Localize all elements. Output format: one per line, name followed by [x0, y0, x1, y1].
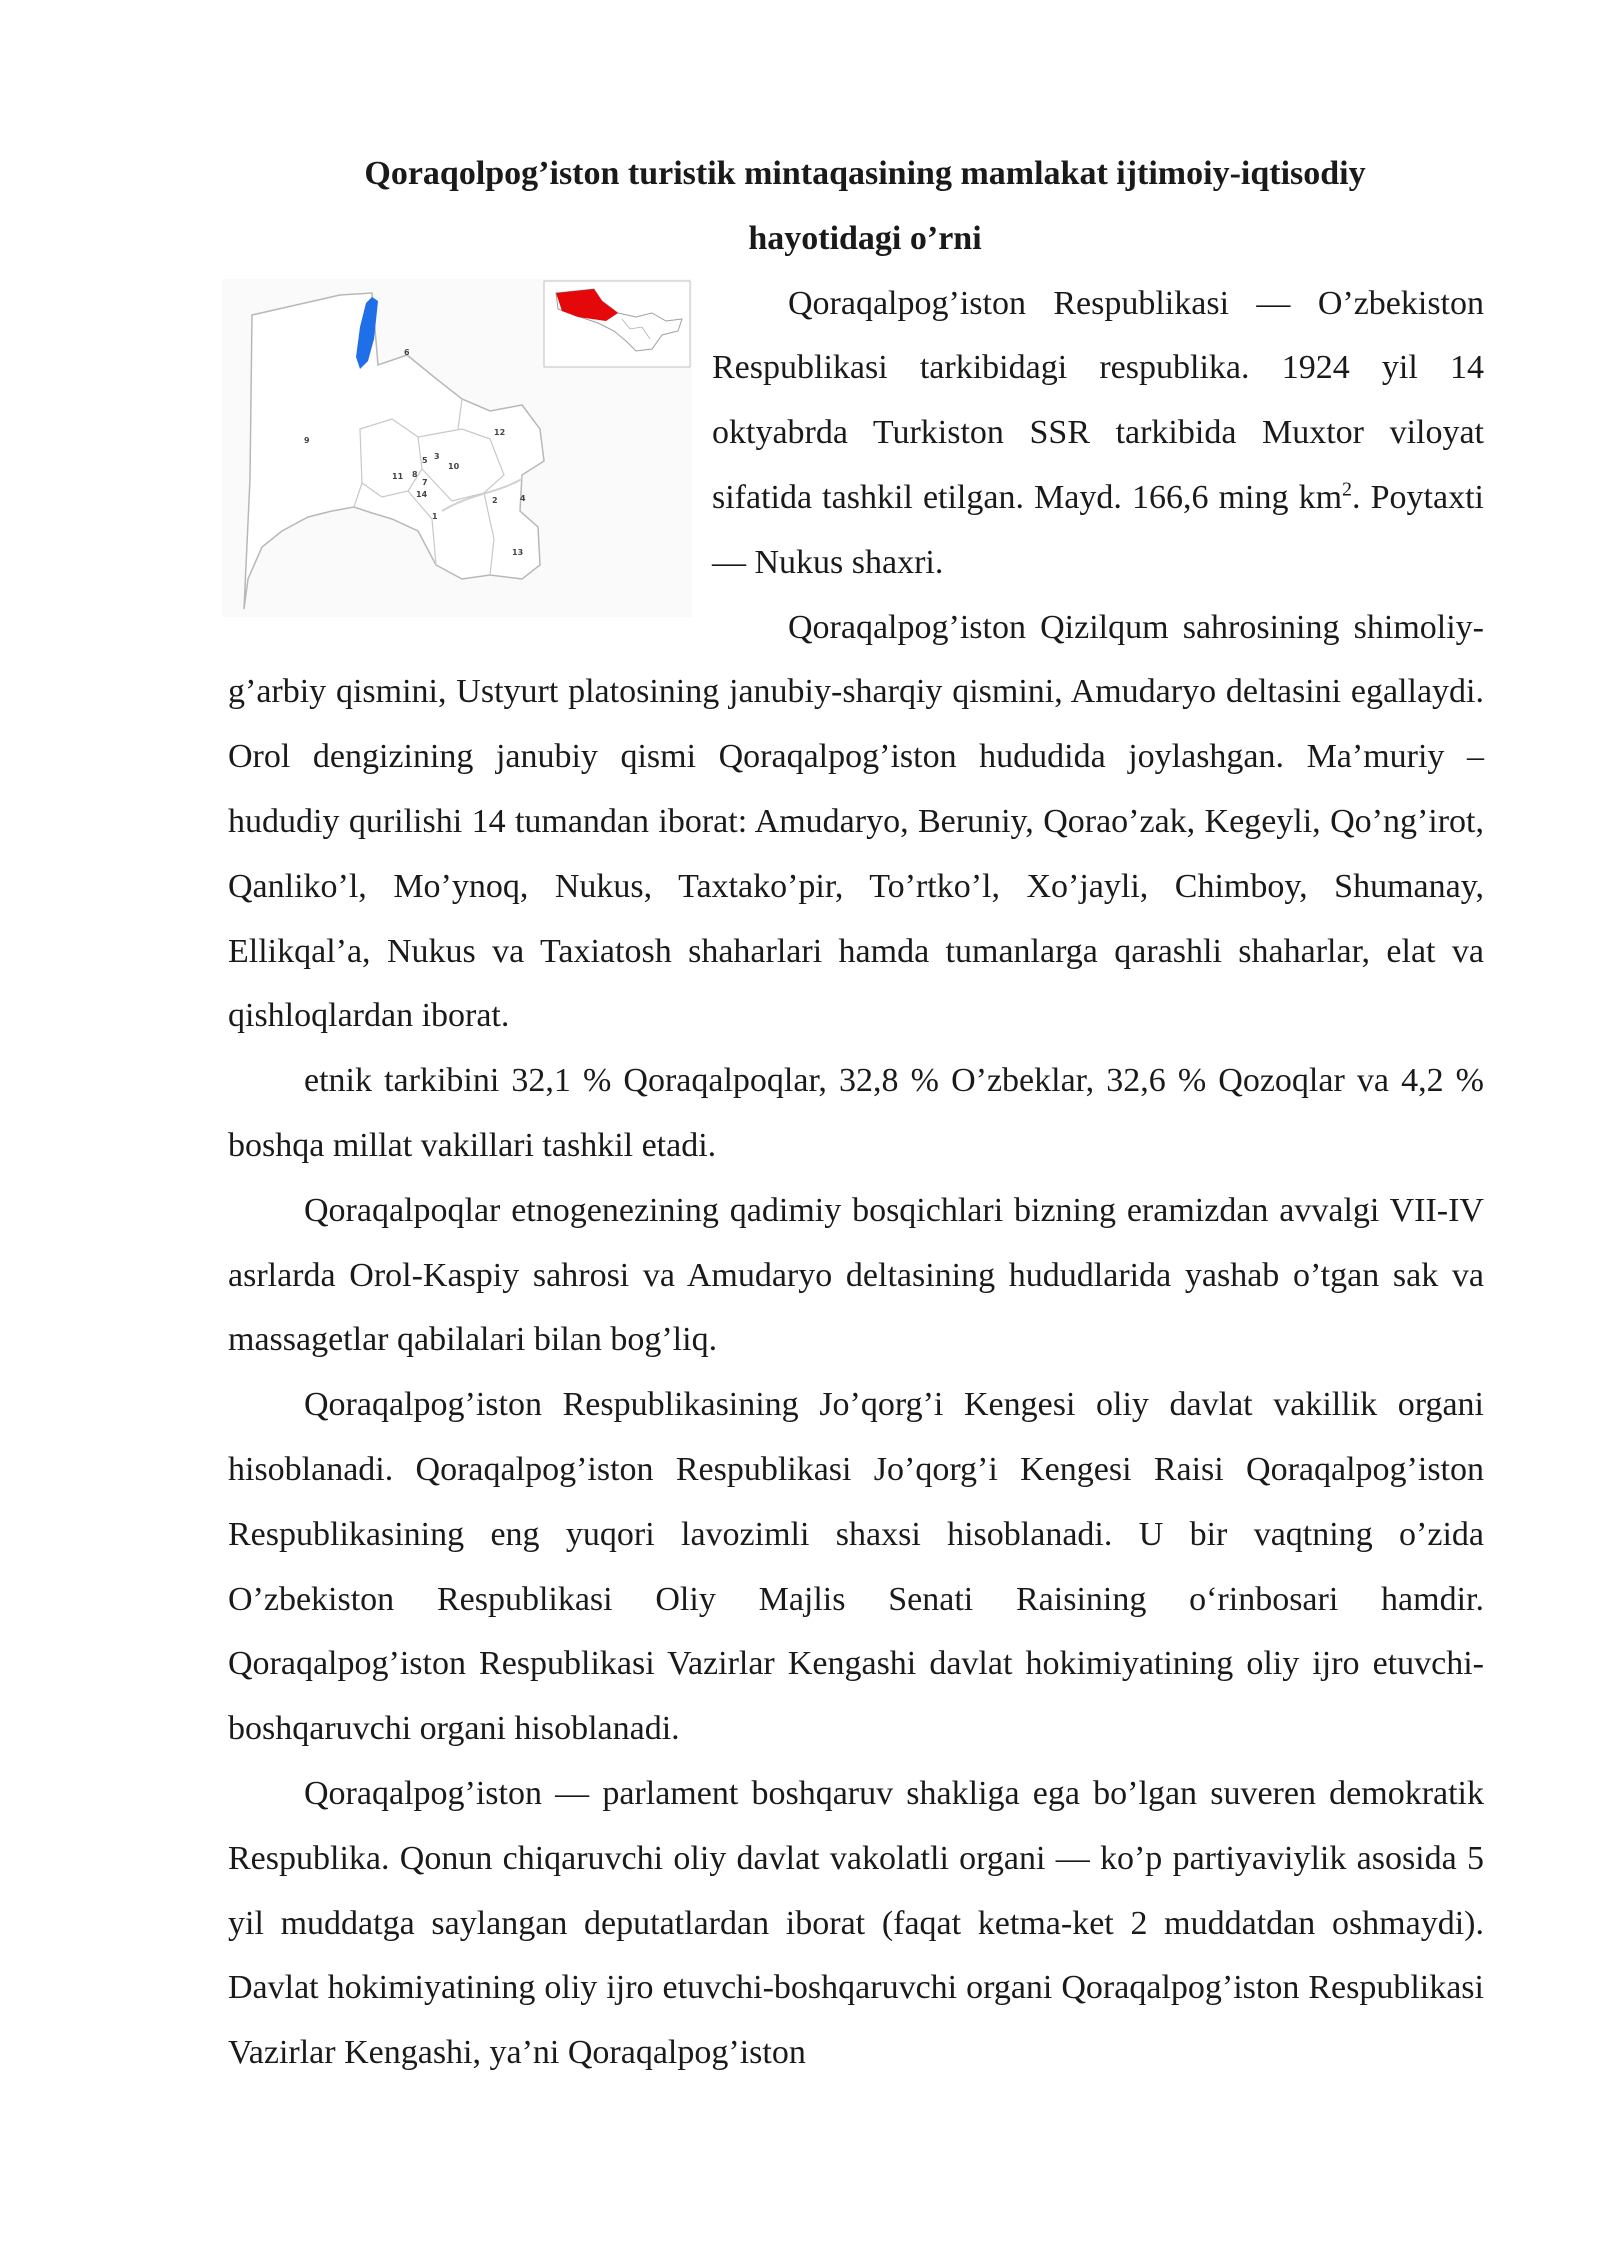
map-label-4: 4: [520, 493, 526, 503]
paragraph-4: Qoraqalpoqlar etnogenezining qadimiy bosqichlari bizning eramizdan avvalgi VII-IV asrlarda Orol-Kaspiy sahrosi va Amudaryo deltasining hududlarida yashab o’tgan sak va massagetlar qabilalari bilan bog’liq.: [228, 1191, 1484, 1359]
map-label-9: 9: [304, 435, 310, 445]
document-body: [228, 142, 1484, 2086]
paragraph-2: Qoraqalpog’iston Qizilqum sahrosining shimoliy-g’arbiy qismini, Ustyurt platosining janubiy-sharqiy qismini, Amudaryo deltasini egallaydi. Orol dengizining janubiy qismi Qoraqalpog’iston hududida joylashgan. Ma’muriy – hududiy qurilishi 14 tumandan iborat: Amudaryo, Beruniy, Qorao’zak, Kegeyli, Qo’ng’irot, Qanliko’l, Mo’ynoq, Nukus, Taxtako’pir, To’rtko’l, Xo’jayli, Chimboy, Shumanay, Ellikqal’a, Nukus va Taxiatosh shaharlari hamda tumanlarga qarashli shaharlar, elat va qishloqlardan iborat.: [228, 608, 1484, 1035]
paragraph-1: Qoraqalpog’iston Respublikasi — O’zbekiston Respublikasi tarkibidagi respublika. 1924 yil 14 oktyabrda Turkiston SSR tarkibida Muxtor viloyat sifatida tashkil etilgan. Mayd. 166,6 ming $km^2$. Poytaxti — Nukus shaxri.: [712, 284, 1484, 581]
karakalpakstan-map-icon: [222, 279, 692, 617]
map-label-8: 8: [412, 469, 418, 479]
paragraph-5: Qoraqalpog’iston Respublikasining Jo’qorg’i Kengesi oliy davlat vakillik organi hisoblanadi. Qoraqalpog’iston Respublikasi Jo’qorg’i Kengesi Raisi Qoraqalpog’iston Respublikasining eng yuqori lavozimli shaxsi hisoblanadi. U bir vaqtning o’zida O’zbekiston Respublikasi Oliy Majlis Senati Raisining o‘rinbosari hamdir. Qoraqalpog’iston Respublikasi Vazirlar Kengashi davlat hokimiyatining oliy ijro etuvchi-boshqaruvchi organi hisoblanadi.: [228, 1386, 1484, 1748]
title-line-2: hayotidagi o’rni: [748, 219, 982, 257]
map-label-10: 10: [448, 461, 460, 471]
map-label-13: 13: [512, 547, 524, 557]
map-label-3: 3: [434, 451, 440, 461]
map-label-1: 1: [432, 511, 438, 521]
map-label-2: 2: [492, 495, 498, 505]
map-label-14: 14: [416, 489, 428, 499]
karakalpakstan-map-figure: [222, 279, 692, 617]
map-label-11: 11: [392, 471, 404, 481]
paragraph-6: Qoraqalpog’iston — parlament boshqaruv shakliga ega bo’lgan suveren demokratik Respublika. Qonun chiqaruvchi oliy davlat vakolatli organi — ko’p partiyaviylik asosida 5 yil muddatga saylangan deputatlardan iborat (faqat ketma-ket 2 muddatdan oshmaydi). Davlat hokimiyatining oliy ijro etuvchi-boshqaruvchi organi Qoraqalpog’iston Respublikasi Vazirlar Kengashi, ya’ni Qoraqalpog’iston: [228, 1774, 1484, 2072]
map-label-7: 7: [422, 477, 428, 487]
title-line-1: Qoraqolpog’iston turistik mintaqasining mamlakat ijtimoiy-iqtisodiy: [364, 155, 1366, 192]
map-label-5: 5: [422, 455, 428, 465]
map-label-6: 6: [404, 347, 410, 357]
document-title: [228, 142, 1484, 272]
map-label-12: 12: [494, 427, 506, 437]
paragraph-3: etnik tarkibini 32,1 % Qoraqalpoqlar, 32,8 % O’zbeklar, 32,6 % Qozoqlar va 4,2 % boshqa millat vakillari tashkil etadi.: [228, 1062, 1484, 1164]
